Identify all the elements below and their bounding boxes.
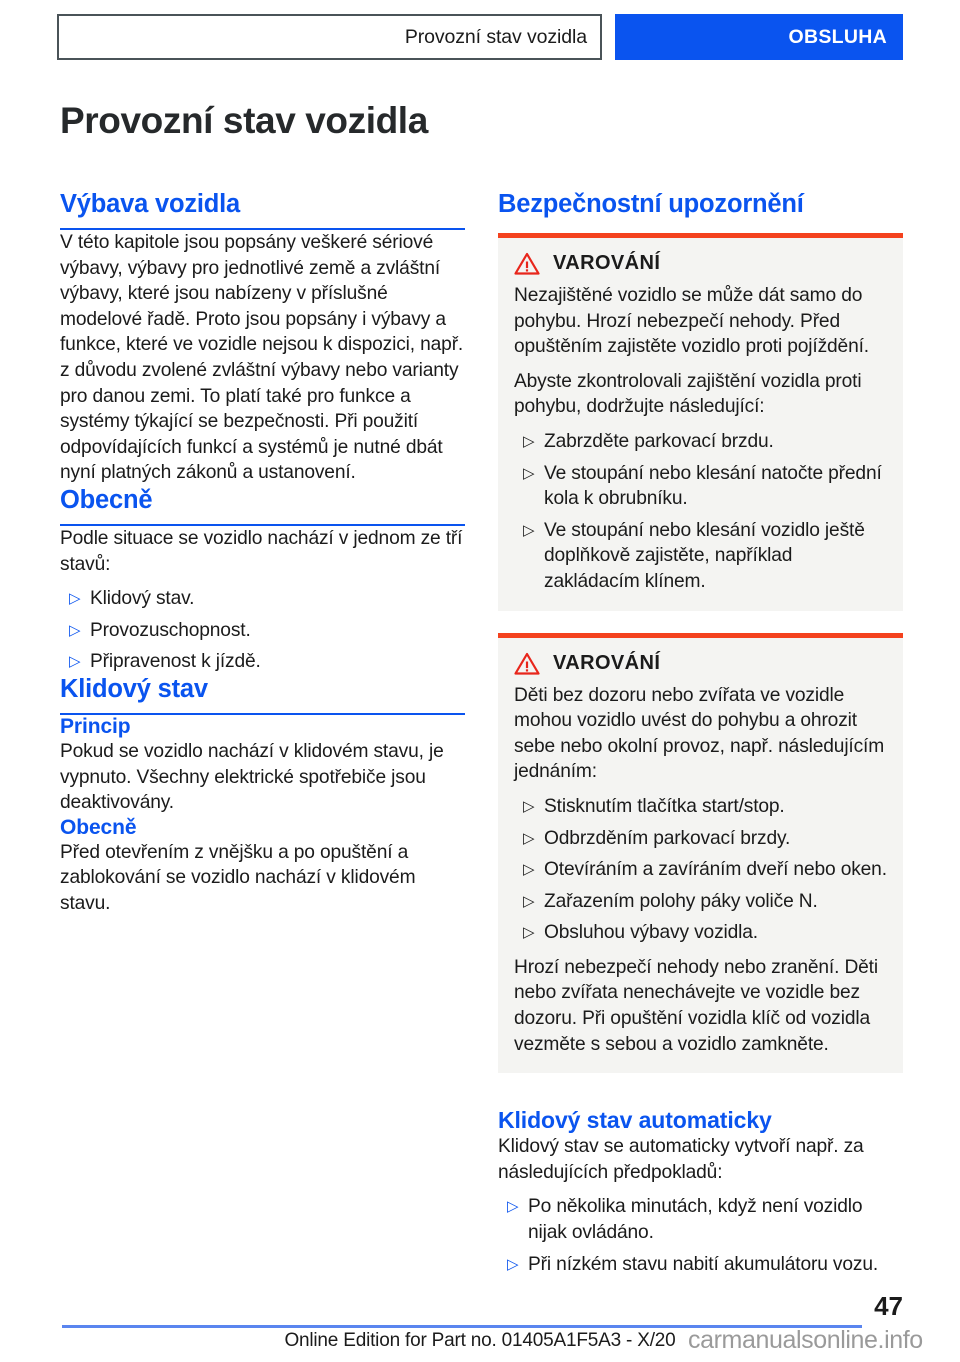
heading-vybava-vozidla: Výbava vozidla (60, 190, 465, 230)
list-item (514, 461, 887, 512)
list-item-label: Zařazením polohy páky voliče N. (544, 890, 818, 912)
heading-obecne-2: Obecně (60, 815, 137, 839)
triangle-bullet-icon: ▷ (523, 432, 535, 450)
list-item-label: Po několika minutách, když není vozidlo nijak ovládáno. (528, 1196, 863, 1244)
header-chapter-box (57, 14, 602, 60)
heading-obecne: Obecně (60, 486, 465, 526)
list-item (60, 586, 465, 612)
warning-triangle-icon (514, 252, 540, 275)
heading-klidovy-stav-automaticky: Klidový stav automaticky (498, 1107, 772, 1134)
right-column (498, 190, 903, 1277)
page-title: Provozní stav vozidla (60, 100, 428, 141)
list-item-label: Provozuschopnost. (90, 619, 251, 641)
list-item (514, 920, 887, 946)
list-item (514, 518, 887, 595)
heading-princip: Princip (60, 714, 131, 738)
list-item (498, 1252, 903, 1278)
heading-bezpecnostni-upozorneni: Bezpečnostní upozornění (498, 190, 804, 218)
list-item (60, 649, 465, 675)
list-item (514, 889, 887, 915)
triangle-bullet-icon: ▷ (507, 1198, 519, 1216)
list-item-label: Otevíráním a zavíráním dveří nebo oken. (544, 859, 887, 881)
warning-2-paragraph-2: Hrozí nebezpečí nehody nebo zranění. Děti nebo zvířata nenechávejte ve vozidle bez dozoru. Při opuštění vozidla klíč od vozidla vezměte s sebou a vozidlo zamkněte. (514, 956, 878, 1055)
triangle-bullet-icon: ▷ (523, 924, 535, 942)
page-number: 47 (874, 1291, 903, 1321)
triangle-bullet-icon: ▷ (523, 797, 535, 815)
triangle-bullet-icon: ▷ (69, 653, 81, 671)
list-item (498, 1194, 903, 1245)
list-item (60, 618, 465, 644)
running-header (57, 14, 903, 60)
paragraph-princip: Pokud se vozidlo nachází v klidovém stavu, je vypnuto. Všechny elektrické spotřebiče jsou deaktivovány. (60, 740, 444, 814)
list-item (514, 826, 887, 852)
triangle-bullet-icon: ▷ (523, 521, 535, 539)
paragraph-obecne-2: Před otevřením z vnějšku a po opuštění a zablokování se vozidlo nachází v klidovém stavu. (60, 841, 416, 914)
triangle-bullet-icon: ▷ (507, 1255, 519, 1273)
warning-2-paragraph-1: Děti bez dozoru nebo zvířata ve vozidle mohou vozidlo uvést do pohybu a ohrozit sebe nebo okolní provoz, např. následujícím jednáním: (514, 684, 885, 783)
heading-klidovy-stav: Klidový stav (60, 675, 465, 715)
warning-1-paragraph-2: Abyste zkontrolovali zajištění vozidla proti pohybu, dodržujte následující: (514, 370, 862, 418)
triangle-bullet-icon: ▷ (69, 621, 81, 639)
header-chapter-label: Provozní stav vozidla (404, 25, 587, 48)
triangle-bullet-icon: ▷ (523, 464, 535, 482)
triangle-bullet-icon: ▷ (523, 892, 535, 910)
warning-1-paragraph-1: Nezajištěné vozidlo se může dát samo do pohybu. Hrozí nebezpečí nehody. Před opuštěním zajistěte vozidlo proti pojíždění. (514, 285, 869, 358)
bullet-list-predpoklady (498, 1194, 903, 1277)
left-column (60, 190, 465, 1277)
triangle-bullet-icon: ▷ (523, 829, 535, 847)
list-item-label: Odbrzděním parkovací brzdy. (544, 827, 791, 849)
paragraph-obecne: Podle situace se vozidlo nachází v jednom ze tří stavů: (60, 527, 463, 575)
warning-title-1: VAROVÁNÍ (553, 252, 661, 274)
edition-notice: Online Edition for Part no. 01405A1F5A3 - X/20 (284, 1330, 676, 1351)
list-item-label: Obsluhou výbavy vozidla. (544, 922, 758, 944)
header-section-label: OBSLUHA (788, 25, 887, 48)
watermark-label: carmanualsonline.info (688, 1326, 923, 1354)
list-item (514, 429, 887, 455)
list-item-label: Stisknutím tlačítka start/stop. (544, 795, 785, 817)
warning-header-2 (514, 652, 887, 675)
list-item (514, 794, 887, 820)
header-section-box (615, 14, 903, 60)
list-item-label: Ve stoupání nebo klesání natočte přední kola k obrubníku. (544, 462, 882, 510)
list-item-label: Připravenost k jízdě. (90, 651, 261, 673)
content-columns (60, 190, 903, 1277)
triangle-bullet-icon: ▷ (523, 861, 535, 879)
list-item-label: Zabrzděte parkovací brzdu. (544, 430, 774, 452)
bullet-list-stavy (60, 586, 465, 675)
list-item-label: Klidový stav. (90, 588, 195, 610)
warning-box-1 (498, 233, 903, 611)
warning-2-bullet-list (514, 794, 887, 946)
list-item-label: Ve stoupání nebo klesání vozidlo ještě doplňkově zajistěte, například zakládacím klínem. (544, 519, 865, 592)
list-item (514, 857, 887, 883)
list-item-label: Při nízkém stavu nabití akumulátoru vozu. (528, 1253, 879, 1275)
warning-title-2: VAROVÁNÍ (553, 651, 661, 674)
warning-box-2 (498, 633, 903, 1074)
triangle-bullet-icon: ▷ (69, 590, 81, 608)
paragraph-klidovy-stav-automaticky: Klidový stav se automaticky vytvoří např. za následujících předpokladů: (498, 1136, 864, 1183)
warning-header-1 (514, 252, 887, 275)
warning-1-bullet-list (514, 429, 887, 595)
warning-triangle-icon (514, 652, 540, 675)
paragraph-vybava-vozidla: V této kapitole jsou popsány veškeré sériové výbavy, výbavy pro jednotlivé země a zvláštní výbavy, které jsou nabízeny v příslušné modelové řadě. Proto jsou popsány i výbavy a funkce, které ve vozidle nejsou k dispozici, např. z důvodu zvolené zvláštní výbavy nebo varianty pro danou zemi. To platí také pro funkce a systémy týkající se bezpečnosti. Při použití odpovídajících funkcí a systémů je nutné dbát nyní platných zákonů a ustanovení. (60, 232, 464, 484)
